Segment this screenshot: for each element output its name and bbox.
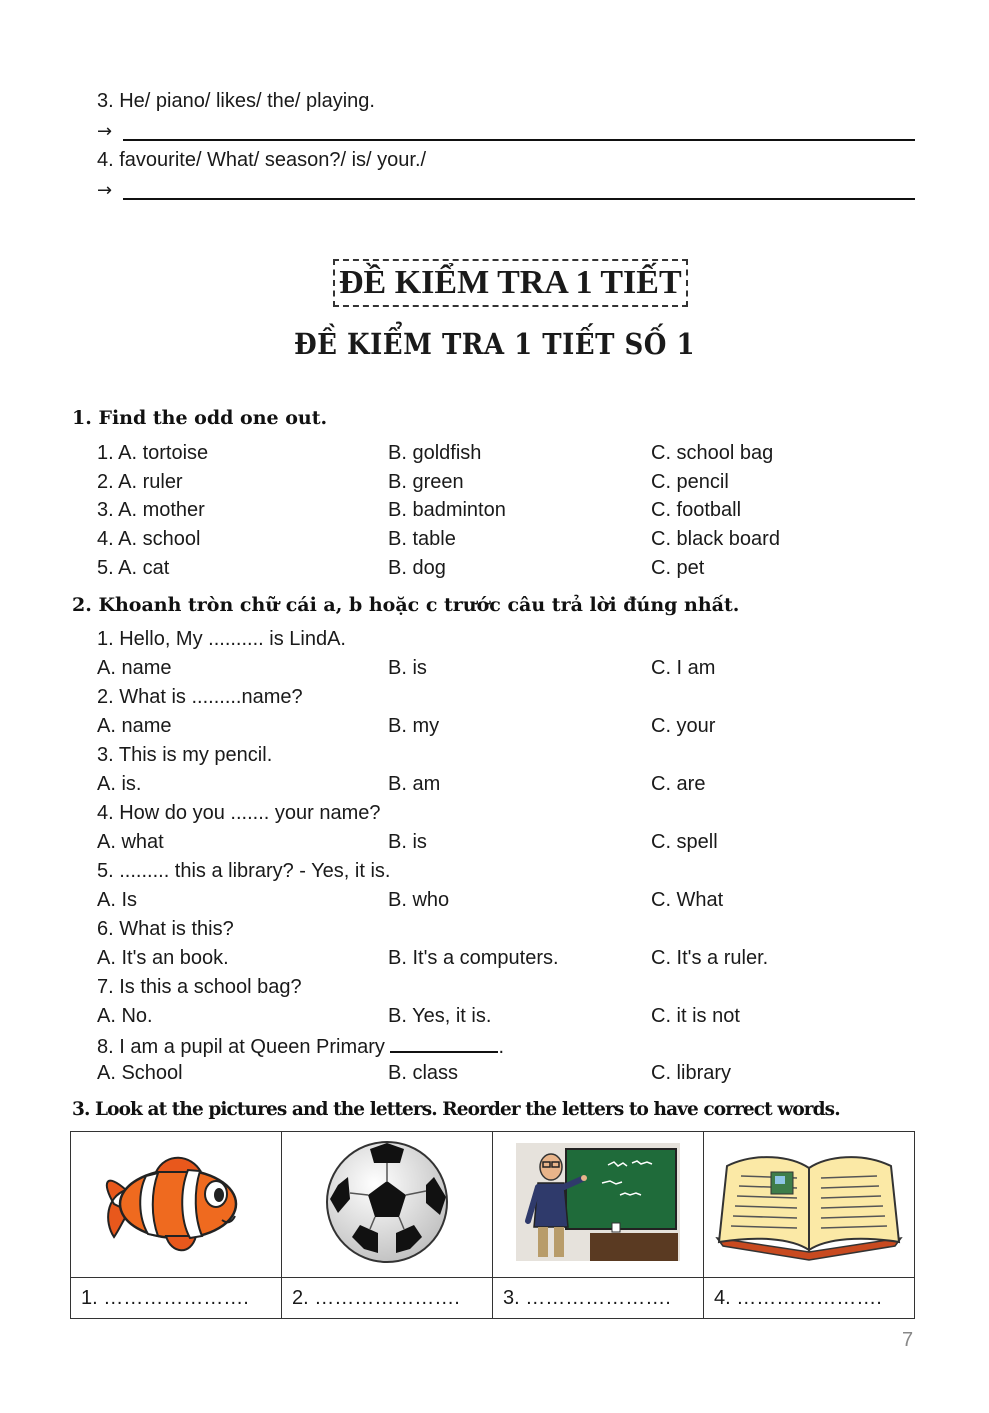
- option-c: C. It's a ruler.: [651, 947, 769, 969]
- option-a: A. what: [97, 831, 164, 853]
- option-c: C. I am: [651, 657, 716, 679]
- fill-blank: [390, 1033, 498, 1053]
- option-b: B. dog: [388, 557, 446, 579]
- page-title: ĐỀ KIỂM TRA 1 TIẾT: [333, 259, 688, 307]
- option-c: C. What: [651, 889, 724, 911]
- arrow-icon: →: [97, 180, 113, 201]
- answer-label: 4. ………………….: [704, 1278, 915, 1319]
- option-c: C. your: [651, 715, 716, 737]
- picture-cell: [704, 1132, 915, 1278]
- option-c: C. it is not: [651, 1005, 740, 1027]
- option-a: 2. A. ruler: [97, 471, 183, 493]
- question: 1. Hello, My .......... is LindA.: [97, 628, 346, 650]
- picture-cell: [282, 1132, 493, 1278]
- question-text: 8. I am a pupil at Queen Primary: [97, 1036, 385, 1058]
- option-a: 4. A. school: [97, 528, 201, 550]
- top-item-4: 4. favourite/ What/ season?/ is/ your./: [97, 149, 427, 171]
- option-a: A. School: [97, 1062, 183, 1084]
- option-b: B. is: [388, 831, 427, 853]
- question: 6. What is this?: [97, 918, 234, 940]
- picture-table: [70, 1131, 915, 1319]
- book-icon: [711, 1142, 907, 1262]
- question: [97, 1033, 504, 1059]
- answer-line: [123, 198, 915, 200]
- top-item-3: 3. He/ piano/ likes/ the/ playing.: [97, 90, 375, 112]
- option-a: A. It's an book.: [97, 947, 229, 969]
- fish-icon: [96, 1142, 256, 1262]
- option-b: B. am: [388, 773, 441, 795]
- option-c: C. school bag: [651, 442, 774, 464]
- page-number: 7: [902, 1329, 914, 1351]
- question: 7. Is this a school bag?: [97, 976, 302, 998]
- question: 2. What is .........name?: [97, 686, 303, 708]
- answer-label: 3. ………………….: [493, 1278, 704, 1319]
- question: 5. ......... this a library? - Yes, it is.: [97, 860, 391, 882]
- section-3-heading: 3. Look at the pictures and the letters. Reorder the letters to have correct words.: [72, 1099, 840, 1120]
- answer-label: 1. ………………….: [71, 1278, 282, 1319]
- option-c: C. are: [651, 773, 706, 795]
- answer-label: 2. ………………….: [282, 1278, 493, 1319]
- question: 4. How do you ....... your name?: [97, 802, 381, 824]
- option-a: A. is.: [97, 773, 142, 795]
- option-b: B. It's a computers.: [388, 947, 559, 969]
- option-b: B. goldfish: [388, 442, 482, 464]
- option-c: C. library: [651, 1062, 732, 1084]
- section-2-heading: 2. Khoanh tròn chữ cái a, b hoặc c trước câu trả lời đúng nhất.: [72, 594, 740, 616]
- option-c: C. football: [651, 499, 742, 521]
- page-subtitle: ĐỀ KIỂM TRA 1 TIẾT SỐ 1: [293, 328, 696, 362]
- option-b: B. is: [388, 657, 427, 679]
- option-c: C. black board: [651, 528, 780, 550]
- option-c: C. spell: [651, 831, 718, 853]
- teacher-icon: [516, 1143, 680, 1261]
- option-a: A. name: [97, 715, 172, 737]
- option-a: 5. A. cat: [97, 557, 170, 579]
- option-b: B. badminton: [388, 499, 506, 521]
- picture-cell: [71, 1132, 282, 1278]
- option-c: C. pet: [651, 557, 705, 579]
- option-b: B. green: [388, 471, 464, 493]
- picture-cell: [493, 1132, 704, 1278]
- option-a: 1. A. tortoise: [97, 442, 209, 464]
- question: 3. This is my pencil.: [97, 744, 273, 766]
- option-c: C. pencil: [651, 471, 729, 493]
- answer-line: [123, 139, 915, 141]
- option-b: B. Yes, it is.: [388, 1005, 492, 1027]
- section-1-heading: 1. Find the odd one out.: [72, 407, 328, 429]
- option-a: 3. A. mother: [97, 499, 205, 521]
- football-icon: [322, 1137, 452, 1267]
- arrow-icon: →: [97, 121, 113, 142]
- option-b: B. class: [388, 1062, 459, 1084]
- option-b: B. who: [388, 889, 450, 911]
- option-b: B. my: [388, 715, 440, 737]
- question-end: .: [498, 1036, 505, 1058]
- option-a: A. name: [97, 657, 172, 679]
- option-b: B. table: [388, 528, 456, 550]
- option-a: A. No.: [97, 1005, 153, 1027]
- option-a: A. Is: [97, 889, 138, 911]
